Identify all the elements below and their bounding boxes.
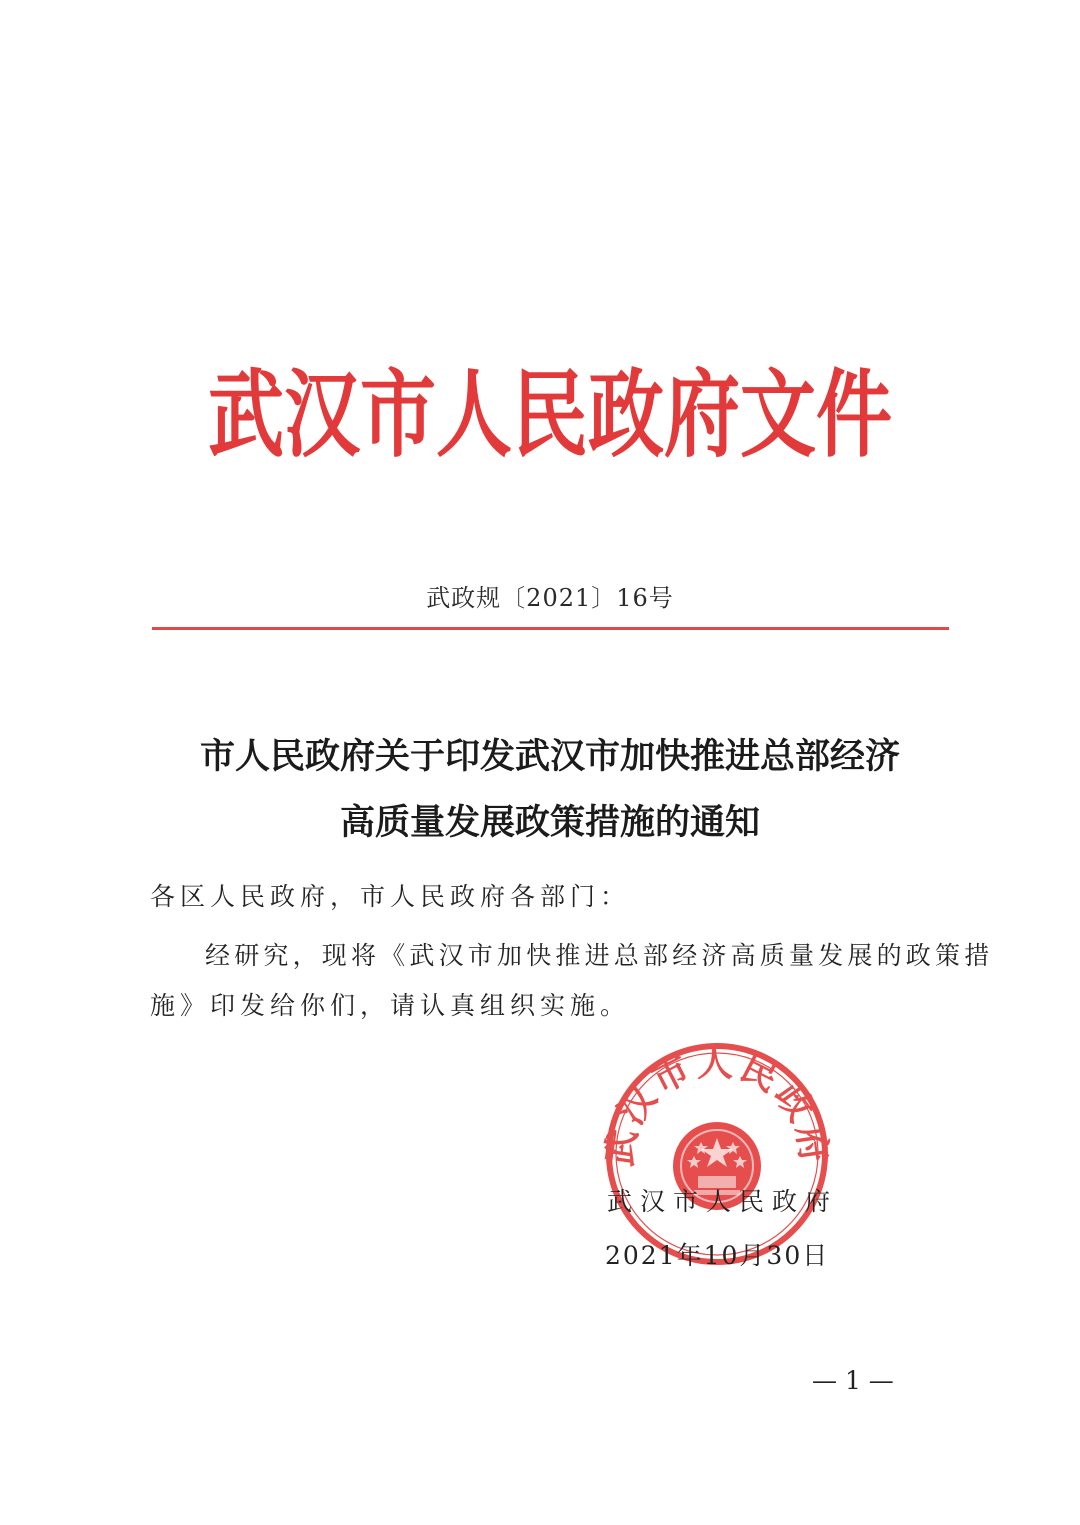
salutation: 各区人民政府，市人民政府各部门：	[150, 882, 631, 911]
red-divider-rule	[152, 627, 949, 630]
svg-text:武汉市人民政府: 武汉市人民政府	[598, 1042, 836, 1169]
body-paragraph-line-1: 经研究，现将《武汉市加快推进总部经济高质量发展的政策措	[205, 941, 994, 970]
issuer-signature: 武汉市人民政府	[607, 1187, 839, 1216]
issue-date: 2021年10月30日	[605, 1241, 830, 1270]
document-masthead: 武汉市人民政府文件	[208, 358, 892, 470]
document-number: 武政规〔2021〕16号	[426, 584, 674, 612]
body-paragraph-line-2: 施》印发给你们，请认真组织实施。	[150, 991, 631, 1020]
document-title-line-2: 高质量发展政策措施的通知	[339, 803, 760, 843]
document-title-line-1: 市人民政府关于印发武汉市加快推进总部经济	[199, 737, 900, 777]
page-number: — 1 —	[812, 1366, 894, 1395]
